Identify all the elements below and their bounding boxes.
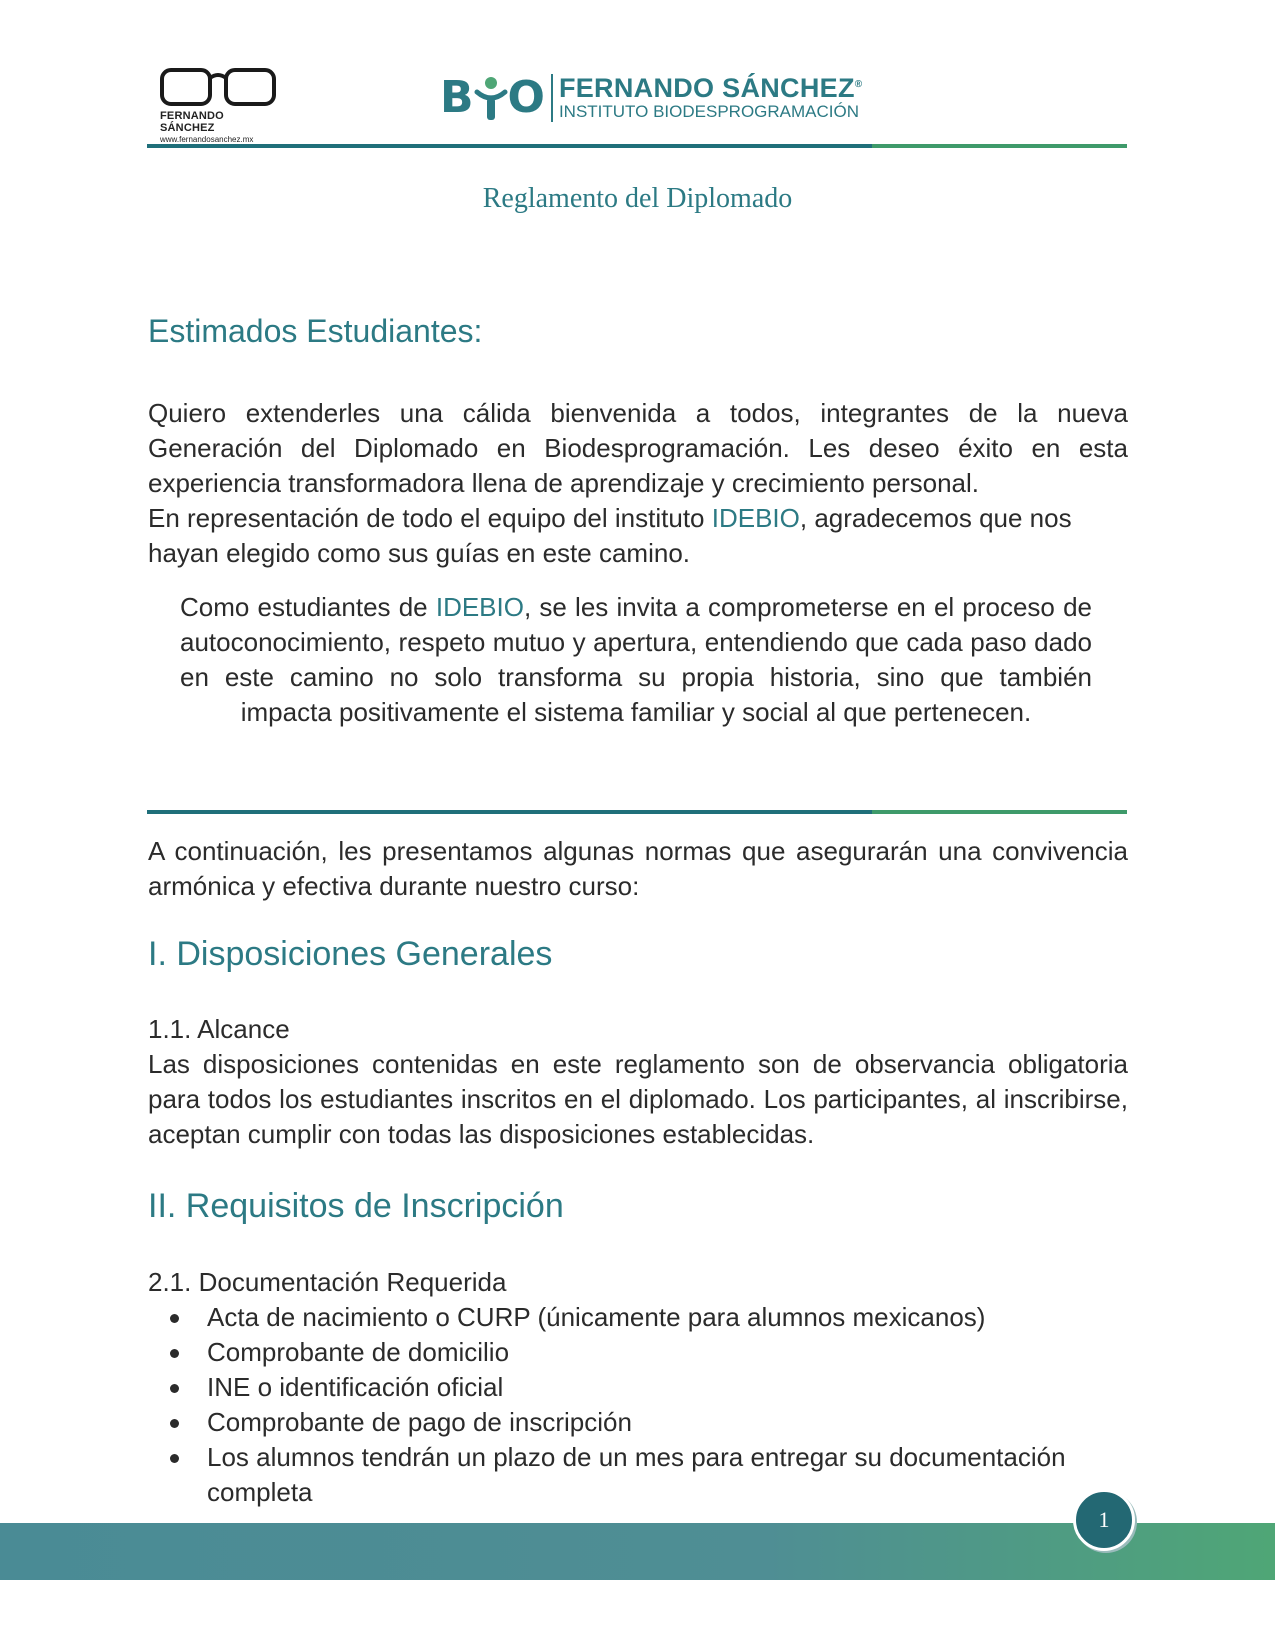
scope-paragraph: Las disposiciones contenidas en este reglamento son de observancia obligatoria para todos los estudiantes inscritos en el diplomado. Los participantes, al inscribirse, aceptan cumplir con todas las disposiciones establecidas.: [148, 1049, 1128, 1149]
logo-title: FERNANDO SÁNCHEZ®: [558, 73, 863, 104]
glasses-icon: [160, 66, 276, 108]
bullet-icon: [170, 1384, 179, 1393]
logo-website: www.fernandosanchez.mx: [160, 135, 254, 144]
list-item: Acta de nacimiento o CURP (únicamente para alumnos mexicanos): [148, 1300, 1128, 1335]
person-figure-icon: [474, 74, 508, 122]
section-heading-general: I. Disposiciones Generales: [148, 935, 553, 973]
header-divider: [147, 144, 1127, 148]
bullet-icon: [170, 1454, 179, 1463]
bio-mark: [440, 74, 545, 122]
subsection-documents: 2.1. Documentación Requerida: [148, 1267, 507, 1297]
bullet-icon: [170, 1314, 179, 1323]
registered-mark: ®: [854, 79, 863, 91]
section-divider: [147, 810, 1127, 814]
logo-separator: [551, 74, 553, 122]
lead-paragraph: A continuación, les presentamos algunas normas que asegurarán una convivencia armónica y efectiva durante nuestro curso:: [148, 836, 1128, 901]
logo-name: FERNANDO SÁNCHEZ: [160, 110, 224, 134]
bullet-icon: [170, 1419, 179, 1428]
idebio-highlight: IDEBIO: [711, 503, 800, 533]
subsection-scope: 1.1. Alcance: [148, 1014, 290, 1044]
intro-thanks-paragraph: En representación de todo el equipo del instituto IDEBIO, agradecemos que nos hayan elegido como sus guías en este camino.: [148, 503, 1072, 568]
greeting-heading: Estimados Estudiantes:: [148, 313, 483, 349]
fernando-sanchez-logo: [160, 66, 280, 144]
logo-subtitle: INSTITUTO BIODESPROGRAMACIÓN: [558, 101, 860, 121]
bio-mark-o: O: [507, 72, 545, 123]
intro-paragraph: Quiero extenderles una cálida bienvenida a todos, integrantes de la nueva Generación del Diplomado en Biodesprogramación. Les deseo éxito en esta experiencia transformadora llena de aprendizaje y crecimiento personal.: [148, 398, 1128, 498]
list-item: Comprobante de domicilio: [148, 1335, 1128, 1370]
biodesprogramacion-logo: [440, 70, 862, 126]
list-item: Los alumnos tendrán un plazo de un mes para entregar su documentación completa: [148, 1440, 1128, 1510]
document-title: Reglamento del Diplomado: [482, 183, 793, 214]
documents-list: [148, 1300, 1128, 1510]
page-number-badge: 1: [1073, 1489, 1135, 1551]
list-item: INE o identificación oficial: [148, 1370, 1128, 1405]
idebio-highlight: IDEBIO: [435, 592, 524, 622]
bullet-icon: [170, 1349, 179, 1358]
list-item: Comprobante de pago de inscripción: [148, 1405, 1128, 1440]
invitation-paragraph: Como estudiantes de IDEBIO, se les invita a comprometerse en el proceso de autoconocimiento, respeto mutuo y apertura, entendiendo que cada paso dado en este camino no solo transforma su propia historia, sino que también impacta positivamente el sistema familiar y social al que pertenecen.: [180, 592, 1092, 727]
bio-mark-b: B: [440, 72, 474, 123]
section-heading-registration: II. Requisitos de Inscripción: [148, 1187, 564, 1225]
